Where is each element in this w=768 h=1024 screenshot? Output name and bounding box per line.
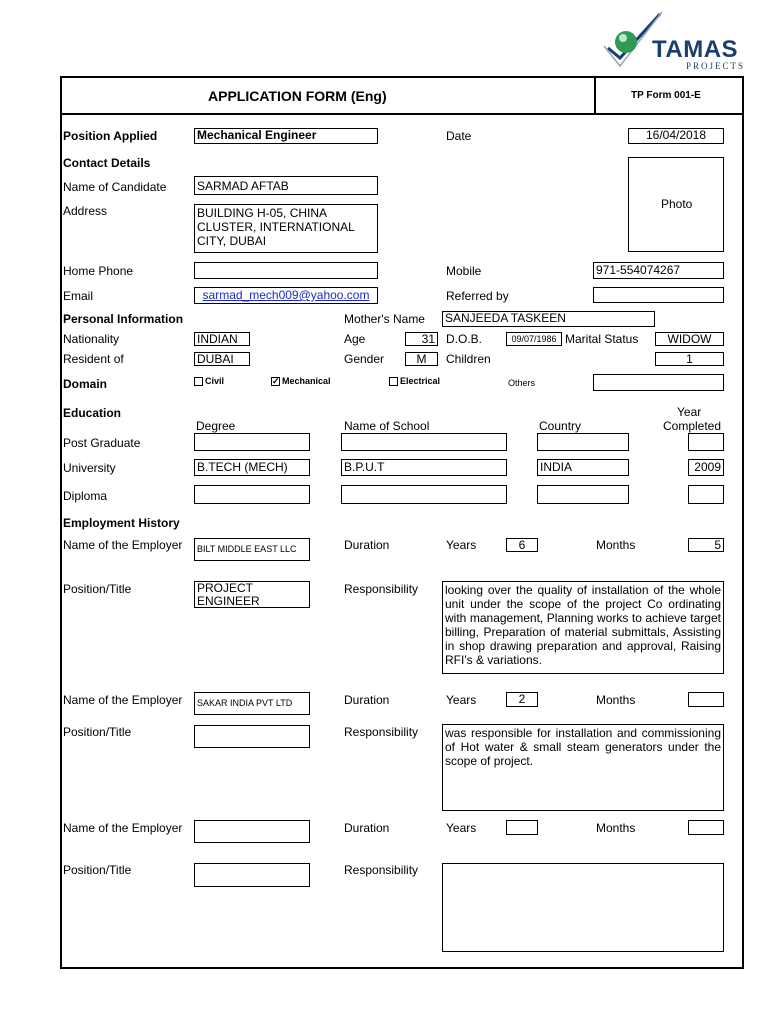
email-field[interactable] <box>194 287 378 304</box>
responsibility-3-label: Responsibility <box>344 863 419 877</box>
mobile-field[interactable]: 971-554074267 <box>593 262 724 279</box>
university-year[interactable]: 2009 <box>688 459 724 476</box>
years-1-field[interactable]: 6 <box>506 538 538 552</box>
mobile-label: Mobile <box>446 264 482 278</box>
post-graduate-label: Post Graduate <box>63 436 141 450</box>
col-completed: Completed <box>663 419 722 433</box>
home-phone-field[interactable] <box>194 262 378 279</box>
mother-name-label: Mother's Name <box>344 312 425 326</box>
responsibility-3-field[interactable] <box>442 863 724 952</box>
position-applied-field[interactable]: Mechanical Engineer <box>194 128 378 144</box>
children-field[interactable]: 1 <box>655 352 724 366</box>
employer-2-field[interactable]: SAKAR INDIA PVT LTD <box>194 692 310 715</box>
address-field[interactable]: BUILDING H-05, CHINA CLUSTER, INTERNATIONAL CITY, DUBAI <box>194 204 378 253</box>
children-label: Children <box>446 352 491 366</box>
post-graduate-year[interactable] <box>688 433 724 451</box>
form-number: TP Form 001-E <box>631 90 701 101</box>
employer-3-label: Name of the Employer <box>63 821 183 835</box>
months-2-field[interactable] <box>688 692 724 707</box>
marital-status-field[interactable]: WIDOW <box>655 332 724 346</box>
candidate-name-field[interactable]: SARMAD AFTAB <box>194 176 378 195</box>
home-phone-label: Home Phone <box>63 264 134 278</box>
photo-box[interactable] <box>628 157 724 252</box>
company-logo <box>598 10 758 72</box>
position-3-field[interactable] <box>194 863 310 887</box>
diploma-country[interactable] <box>537 485 629 504</box>
employer-1-field[interactable]: BILT MIDDLE EAST LLC <box>194 538 310 561</box>
header-divider <box>60 113 744 115</box>
resident-label: Resident of <box>63 352 124 366</box>
col-year: Year <box>677 405 702 419</box>
diploma-year[interactable] <box>688 485 724 504</box>
duration-1-label: Duration <box>344 538 390 552</box>
dob-label: D.O.B. <box>446 332 483 346</box>
months-3-label: Months <box>596 821 636 835</box>
mother-name-field[interactable]: SANJEEDA TASKEEN <box>442 311 655 327</box>
employment-heading: Employment History <box>63 516 180 530</box>
university-country[interactable]: INDIA <box>537 459 629 476</box>
years-3-label: Years <box>446 821 477 835</box>
responsibility-1-label: Responsibility <box>344 582 419 596</box>
post-graduate-school[interactable] <box>341 433 507 451</box>
employer-1-label: Name of the Employer <box>63 538 183 552</box>
diploma-label: Diploma <box>63 489 108 503</box>
civil-label: Civil <box>205 376 225 386</box>
university-degree[interactable]: B.TECH (MECH) <box>194 459 310 476</box>
university-label: University <box>63 461 116 475</box>
photo-label: Photo <box>661 197 693 211</box>
post-graduate-degree[interactable] <box>194 433 310 451</box>
mechanical-checkbox[interactable]: ✓ <box>272 376 280 387</box>
dob-field[interactable]: 09/07/1986 <box>506 332 562 346</box>
position-2-field[interactable] <box>194 725 310 748</box>
months-2-label: Months <box>596 693 636 707</box>
responsibility-2-label: Responsibility <box>344 725 419 739</box>
col-country: Country <box>539 419 582 433</box>
position-2-label: Position/Title <box>63 725 132 739</box>
position-1-field[interactable]: PROJECT ENGINEER <box>194 581 310 608</box>
logo-name: TAMAS <box>652 36 739 63</box>
mechanical-label: Mechanical <box>282 376 331 386</box>
col-degree: Degree <box>196 419 236 433</box>
form-title: APPLICATION FORM (Eng) <box>208 88 387 104</box>
candidate-name-label: Name of Candidate <box>63 180 167 194</box>
gender-label: Gender <box>344 352 385 366</box>
domain-label: Domain <box>63 377 108 391</box>
email-link[interactable]: sarmad_mech009@yahoo.com <box>202 288 370 302</box>
responsibility-2-field[interactable]: was responsible for installation and commissioning of Hot water & small steam generators under the scope of project. <box>442 724 724 811</box>
email-label: Email <box>63 289 94 303</box>
months-1-field[interactable]: 5 <box>688 538 724 552</box>
others-field[interactable] <box>593 374 724 391</box>
electrical-checkbox[interactable] <box>389 377 398 386</box>
diploma-school[interactable] <box>341 485 507 504</box>
duration-3-label: Duration <box>344 821 390 835</box>
resident-field[interactable]: DUBAI <box>194 352 250 366</box>
years-3-field[interactable] <box>506 820 538 835</box>
years-2-field[interactable]: 2 <box>506 692 538 707</box>
age-label: Age <box>344 332 366 346</box>
position-applied-label: Position Applied <box>63 129 158 143</box>
domain-mechanical-option[interactable] <box>271 376 331 386</box>
position-1-label: Position/Title <box>63 582 132 596</box>
nationality-label: Nationality <box>63 332 120 346</box>
domain-civil-option[interactable] <box>194 376 224 386</box>
university-school[interactable]: B.P.U.T <box>341 459 507 476</box>
post-graduate-country[interactable] <box>537 433 629 451</box>
address-label: Address <box>63 204 108 218</box>
date-label: Date <box>446 129 472 143</box>
logo-subtitle: PROJECTS <box>686 61 746 71</box>
contact-heading: Contact Details <box>63 156 151 170</box>
nationality-field[interactable]: INDIAN <box>194 332 250 346</box>
months-1-label: Months <box>596 538 636 552</box>
duration-2-label: Duration <box>344 693 390 707</box>
employer-3-field[interactable] <box>194 820 310 843</box>
years-1-label: Years <box>446 538 477 552</box>
referred-by-field[interactable] <box>593 287 724 303</box>
civil-checkbox[interactable] <box>194 377 203 386</box>
age-field[interactable]: 31 <box>405 332 438 346</box>
domain-electrical-option[interactable] <box>389 376 440 386</box>
personal-heading: Personal Information <box>63 312 184 326</box>
months-3-field[interactable] <box>688 820 724 835</box>
col-school: Name of School <box>344 419 430 433</box>
gender-field[interactable]: M <box>405 352 438 366</box>
referred-by-label: Referred by <box>446 289 509 303</box>
years-2-label: Years <box>446 693 477 707</box>
position-3-label: Position/Title <box>63 863 132 877</box>
diploma-degree[interactable] <box>194 485 310 504</box>
education-heading: Education <box>63 406 122 420</box>
others-label: Others <box>508 378 536 388</box>
date-field[interactable]: 16/04/2018 <box>628 128 724 144</box>
header-vertical-divider <box>594 76 596 114</box>
electrical-label: Electrical <box>400 376 441 386</box>
responsibility-1-field[interactable]: looking over the quality of installation of the whole unit under the scope of the project Co ordinating with management, Planning works to achieve target billing, Preparation of material submittals, Assisting in shop drawing preparation and approval, Raising RFI's & variations. <box>442 581 724 674</box>
employer-2-label: Name of the Employer <box>63 693 183 707</box>
marital-status-label: Marital Status <box>565 332 639 346</box>
